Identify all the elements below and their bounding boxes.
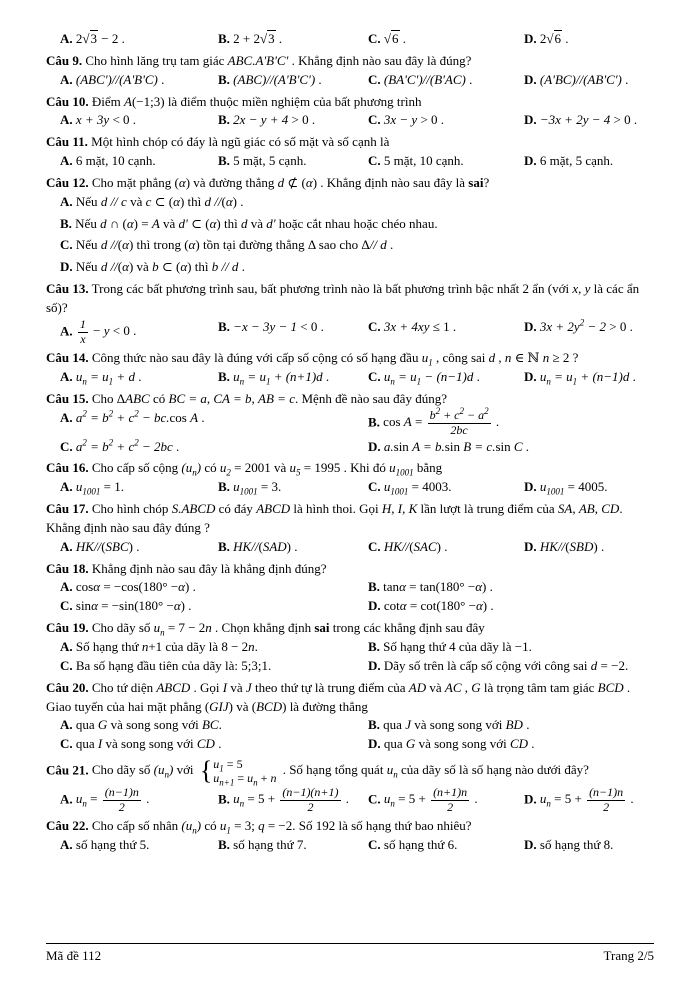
options bbox=[46, 193, 654, 277]
option-text: HK//(SAD) . bbox=[233, 538, 298, 554]
option-text: $u_n = 5$ + $\frac{(n+1)n}{2}$ . bbox=[383, 784, 478, 814]
option-text: Nếu d // c và c ⊂ (α) thì d //(α) . bbox=[75, 193, 244, 209]
option-C bbox=[60, 597, 368, 616]
options bbox=[46, 478, 654, 497]
option-A bbox=[60, 836, 218, 855]
question-14 bbox=[46, 349, 654, 387]
option-text: $u_{1001} = 1$. bbox=[75, 479, 124, 497]
question-text bbox=[46, 560, 654, 579]
question-body: Cho tứ diện ABCD . Gọi I và J theo thứ tự là trung điểm của AD và AC , G là trọng tâm tam giác BCD . Giao tuyến của hai mặt phẳng (GIJ) và (BCD) là đường thẳng bbox=[46, 679, 631, 714]
option-label: A. bbox=[60, 638, 73, 654]
option-A bbox=[60, 786, 218, 815]
option-D bbox=[524, 152, 654, 171]
question-text bbox=[46, 817, 654, 836]
option-text: (ABC)//(A'B'C') . bbox=[233, 71, 322, 87]
option-text: 2 + 2√3 . bbox=[233, 31, 283, 46]
option-label: D. bbox=[524, 369, 537, 385]
option-A bbox=[60, 318, 218, 347]
option-label: B. bbox=[368, 414, 380, 430]
option-text: sinα = −sin(180° −α) . bbox=[75, 598, 192, 614]
question-body: Cho cấp số nhân $(u_n)$ có $u_1 = 3$; q = −2. Số 192 là số hạng thứ bao nhiêu? bbox=[91, 818, 472, 836]
option-A bbox=[60, 152, 218, 171]
question-body: Cho cấp số cộng $(u_n)$ có $u_2 = 2001$ và $u_5 = 1995$ . Khi đó $u_{1001}$ bằng bbox=[91, 460, 443, 478]
question-number: Câu 18. bbox=[46, 560, 89, 576]
option-label: D. bbox=[524, 153, 537, 169]
option-C bbox=[60, 735, 368, 754]
option-text: $u_n = 5$ + $\frac{(n-1)(n+1)}{2}$ . bbox=[233, 784, 350, 814]
question-list bbox=[46, 30, 654, 855]
option-label: C. bbox=[368, 318, 381, 334]
option-label: B. bbox=[218, 791, 230, 807]
curly-brace: { bbox=[199, 756, 213, 786]
option-B bbox=[218, 478, 368, 497]
option-text: 2√3 − 2 . bbox=[75, 31, 125, 46]
options bbox=[46, 30, 654, 49]
option-B bbox=[218, 318, 368, 337]
option-D bbox=[368, 438, 654, 457]
question-text bbox=[46, 459, 654, 478]
option-text: số hạng thứ 7. bbox=[233, 837, 307, 853]
fraction: $\frac{(n-1)(n+1)}{2}$ bbox=[282, 784, 339, 814]
option-text: (BA'C')//(B'AC) . bbox=[383, 71, 473, 87]
option-label: B. bbox=[368, 717, 380, 733]
question-11 bbox=[46, 133, 654, 171]
option-label: B. bbox=[218, 71, 230, 87]
option-D bbox=[368, 657, 654, 676]
option-A bbox=[60, 578, 368, 597]
option-label: D. bbox=[524, 31, 537, 46]
option-A bbox=[60, 538, 218, 557]
option-B bbox=[218, 152, 368, 171]
options bbox=[46, 318, 654, 347]
option-label: A. bbox=[60, 369, 73, 385]
options bbox=[46, 786, 654, 815]
question-number: Câu 20. bbox=[46, 679, 89, 695]
option-text: số hạng thứ 5. bbox=[75, 837, 150, 853]
question-13 bbox=[46, 280, 654, 346]
option-label: B. bbox=[60, 215, 72, 231]
question-text bbox=[46, 500, 654, 538]
option-B bbox=[218, 368, 368, 387]
question-text bbox=[46, 757, 654, 786]
option-C bbox=[60, 236, 654, 255]
option-label: B. bbox=[218, 31, 230, 46]
fraction: $\frac{b^2 + c^2 - a^2}{2bc}$ bbox=[429, 405, 489, 437]
option-text: $u_n = u_1 - (n-1)d$ . bbox=[383, 369, 480, 387]
option-B bbox=[368, 405, 654, 438]
option-D bbox=[524, 478, 654, 497]
question-text bbox=[46, 390, 654, 409]
option-label: D. bbox=[368, 736, 381, 752]
question-text bbox=[46, 349, 654, 368]
option-A bbox=[60, 638, 368, 657]
question-number: Câu 11. bbox=[46, 134, 88, 150]
option-C bbox=[60, 438, 368, 457]
option-text: HK//(SBD) . bbox=[539, 538, 605, 554]
option-B bbox=[218, 30, 368, 49]
option-text: x + 3y < 0 . bbox=[75, 112, 137, 128]
option-label: A. bbox=[60, 112, 73, 128]
option-text: qua G và song song với CD . bbox=[383, 736, 535, 752]
question-10 bbox=[46, 93, 654, 131]
question-18 bbox=[46, 560, 654, 617]
option-C bbox=[368, 318, 524, 337]
question-number: Câu 17. bbox=[46, 501, 89, 517]
question-body: Khẳng định nào sau đây là khẳng định đúng? bbox=[91, 560, 327, 576]
option-text: a.sin A = b.sin B = c.sin C . bbox=[383, 438, 530, 454]
option-label: C. bbox=[60, 438, 73, 454]
option-label: D. bbox=[524, 71, 537, 87]
fraction: $\frac{(n-1)n}{2}$ bbox=[589, 784, 624, 814]
options bbox=[46, 638, 654, 676]
option-text: Nếu d //(α) và b ⊂ (α) thì b // d . bbox=[75, 259, 245, 275]
exam-code-label: Mã đề 112 bbox=[46, 948, 102, 964]
question-number: Câu 12. bbox=[46, 174, 89, 190]
options bbox=[46, 368, 654, 387]
option-label: A. bbox=[60, 153, 73, 169]
options bbox=[46, 836, 654, 855]
option-label: A. bbox=[60, 31, 73, 46]
option-label: B. bbox=[218, 112, 230, 128]
option-text: $u_n = 5$ + $\frac{(n-1)n}{2}$ . bbox=[539, 784, 634, 814]
question-15 bbox=[46, 390, 654, 456]
option-B bbox=[218, 71, 368, 90]
question-text bbox=[46, 280, 654, 318]
option-label: A. bbox=[60, 717, 73, 733]
question-body: Điểm A(−1;3) là điểm thuộc miền nghiệm của bất phương trình bbox=[91, 93, 422, 109]
option-label: D. bbox=[524, 479, 537, 495]
option-D bbox=[524, 538, 654, 557]
option-text: $u_{1001} = 4003$. bbox=[383, 479, 452, 497]
question-text bbox=[46, 133, 654, 152]
fraction: $\frac{(n-1)n}{2}$ bbox=[104, 784, 139, 814]
option-text: $u_n = u_1 + d$ . bbox=[75, 369, 142, 387]
option-label: B. bbox=[368, 638, 380, 654]
option-text: (ABC')//(A'B'C) . bbox=[75, 71, 165, 87]
option-text: 6 mặt, 5 cạnh. bbox=[539, 153, 614, 169]
option-label: C. bbox=[60, 598, 73, 614]
option-text: $u_n = u_1 + (n-1)d$ . bbox=[539, 369, 636, 387]
option-C bbox=[368, 786, 524, 815]
option-label: B. bbox=[218, 318, 230, 334]
option-text: HK//(SBC) . bbox=[75, 538, 140, 554]
option-label: D. bbox=[368, 438, 381, 454]
option-label: C. bbox=[368, 479, 381, 495]
option-label: A. bbox=[60, 479, 73, 495]
page-footer bbox=[46, 943, 654, 966]
option-label: A. bbox=[60, 791, 73, 807]
option-D bbox=[524, 30, 654, 49]
option-label: C. bbox=[368, 538, 381, 554]
question-text bbox=[46, 93, 654, 112]
option-C bbox=[60, 657, 368, 676]
option-label: C. bbox=[60, 657, 73, 673]
question-number: Câu 21. bbox=[46, 762, 89, 778]
question-body: Cho hình chóp S.ABCD có đáy ABCD là hình thoi. Gọi H, I, K lần lượt là trung điểm của SA, AB, CD. Khẳng định nào sau đây đúng ? bbox=[46, 501, 623, 535]
question-16 bbox=[46, 459, 654, 497]
question-body: Cho ΔABC có BC = a, CA = b, AB = c. Mệnh đề nào sau đây đúng? bbox=[91, 391, 447, 407]
options bbox=[46, 405, 654, 456]
question-body: Trong các bất phương trình sau, bất phương trình nào là bất phương trình bậc nhất 2 ẩn (với x, y là các ẩn số)? bbox=[46, 281, 640, 315]
question-number: Câu 19. bbox=[46, 620, 89, 636]
option-text: 2√6 . bbox=[539, 31, 569, 46]
question-19 bbox=[46, 619, 654, 676]
option-text: $u_n$ = $\frac{(n-1)n}{2}$ . bbox=[75, 784, 150, 814]
option-text: $u_n = u_1 + (n+1)d$ . bbox=[233, 369, 330, 387]
option-B bbox=[218, 111, 368, 130]
sqrt-radical: √6 bbox=[546, 31, 562, 46]
option-label: D. bbox=[368, 598, 381, 614]
question-body: Cho dãy số $u_n = 7 - 2n$ . Chọn khẳng định sai trong các khẳng định sau đây bbox=[91, 620, 485, 638]
option-text: $u_{1001} = 4005$. bbox=[539, 479, 608, 497]
question-number: Câu 22. bbox=[46, 818, 89, 834]
option-text: HK//(SAC) . bbox=[383, 538, 448, 554]
option-label: B. bbox=[218, 369, 230, 385]
option-A bbox=[60, 111, 218, 130]
option-text: $u_{1001} = 3$. bbox=[233, 479, 282, 497]
options bbox=[46, 152, 654, 171]
option-D bbox=[524, 786, 654, 815]
options bbox=[46, 111, 654, 130]
option-label: D. bbox=[524, 837, 537, 853]
option-B bbox=[218, 538, 368, 557]
question-21 bbox=[46, 757, 654, 814]
option-label: A. bbox=[60, 837, 73, 853]
option-text: $\frac{1}{x}$ − y < 0 . bbox=[79, 316, 137, 346]
question-text bbox=[46, 174, 654, 193]
option-C bbox=[368, 368, 524, 387]
option-text: (A'BC)//(AB'C') . bbox=[539, 71, 629, 87]
option-A bbox=[60, 71, 218, 90]
option-D bbox=[368, 735, 654, 754]
option-B bbox=[218, 786, 368, 815]
sqrt-radical: √6 bbox=[383, 31, 399, 46]
options bbox=[46, 578, 654, 616]
option-C bbox=[368, 538, 524, 557]
option-label: C. bbox=[368, 369, 381, 385]
question-body: Cho dãy số $(u_n)$ với { $u_1 = 5$ $u_{n+1} = u_n + n$ . Số hạng tổng quát $u_n$ của dãy số là số hạng nào dưới đây? bbox=[91, 756, 589, 788]
fraction: $\frac{1}{x}$ bbox=[79, 316, 86, 346]
option-D bbox=[524, 318, 654, 337]
option-text: Nếu d //(α) thì trong (α) tồn tại đường thẳng Δ sao cho Δ// d . bbox=[75, 237, 394, 253]
option-B bbox=[368, 578, 654, 597]
option-text: số hạng thứ 6. bbox=[383, 837, 458, 853]
option-text: Nếu d ∩ (α) = A và d' ⊂ (α) thì d và d' hoặc cắt nhau hoặc chéo nhau. bbox=[75, 215, 438, 231]
option-label: C. bbox=[368, 112, 381, 128]
option-label: B. bbox=[218, 837, 230, 853]
option-label: C. bbox=[60, 237, 73, 253]
question-number: Câu 13. bbox=[46, 281, 89, 297]
question-number: Câu 10. bbox=[46, 93, 89, 109]
option-label: D. bbox=[524, 112, 537, 128]
option-C bbox=[368, 30, 524, 49]
option-label: A. bbox=[60, 71, 73, 87]
options bbox=[46, 538, 654, 557]
option-D bbox=[60, 258, 654, 277]
option-text: 2x − y + 4 > 0 . bbox=[233, 112, 316, 128]
question-number: Câu 9. bbox=[46, 52, 83, 68]
option-A bbox=[60, 409, 368, 428]
option-text: $3x + 2y^2 - 2 > 0$ . bbox=[539, 317, 633, 334]
option-label: B. bbox=[368, 579, 380, 595]
option-text: 5 mặt, 5 cạnh. bbox=[233, 153, 307, 169]
options bbox=[46, 71, 654, 90]
question-body: Cho hình lăng trụ tam giác ABC.A'B'C' . Khẳng định nào sau đây là đúng? bbox=[85, 52, 472, 68]
option-D bbox=[368, 597, 654, 616]
question-9 bbox=[46, 52, 654, 90]
sqrt-radical: √3 bbox=[260, 31, 275, 46]
option-label: A. bbox=[60, 409, 73, 425]
question-continued-options bbox=[46, 30, 654, 49]
sqrt-radical: √3 bbox=[82, 31, 98, 46]
option-label: D. bbox=[524, 791, 537, 807]
option-D bbox=[524, 71, 654, 90]
question-number: Câu 16. bbox=[46, 460, 89, 476]
option-text: −x − 3y − 1 < 0 . bbox=[233, 318, 324, 334]
option-text: số hạng thứ 8. bbox=[539, 837, 614, 853]
option-C bbox=[368, 836, 524, 855]
option-B bbox=[60, 215, 654, 234]
option-text: $a^2 = b^2 + c^2 - 2bc$ . bbox=[75, 437, 180, 454]
option-text: qua I và song song với CD . bbox=[75, 736, 222, 752]
question-text bbox=[46, 679, 654, 717]
option-label: B. bbox=[218, 153, 230, 169]
page-number-label: Trang 2/5 bbox=[603, 948, 654, 964]
option-A bbox=[60, 716, 368, 735]
option-text: tanα = tan(180° −α) . bbox=[383, 579, 493, 595]
option-D bbox=[524, 111, 654, 130]
option-text: Số hạng thứ 4 của dãy là −1. bbox=[383, 638, 532, 654]
question-12 bbox=[46, 174, 654, 277]
option-B bbox=[368, 638, 654, 657]
option-text: Ba số hạng đầu tiên của dãy là: 5;3;1. bbox=[75, 657, 272, 673]
question-number: Câu 15. bbox=[46, 391, 89, 407]
option-text: $a^2 = b^2 + c^2 - bc.\cos$ A . bbox=[75, 408, 205, 425]
option-text: cosα = −cos(180° −α) . bbox=[75, 579, 196, 595]
question-body: Một hình chóp có đáy là ngũ giác có số mặt và số cạnh là bbox=[91, 134, 390, 150]
option-label: B. bbox=[218, 538, 230, 554]
option-C bbox=[368, 152, 524, 171]
option-label: C. bbox=[368, 837, 381, 853]
question-17 bbox=[46, 500, 654, 557]
option-text: cos A = $\frac{b^2 + c^2 - a^2}{2bc}$ . bbox=[383, 405, 500, 437]
option-C bbox=[368, 478, 524, 497]
question-text bbox=[46, 52, 654, 71]
option-text: qua J và song song với BD . bbox=[383, 717, 530, 733]
option-A bbox=[60, 193, 654, 212]
option-text: cotα = cot(180° −α) . bbox=[383, 598, 494, 614]
option-C bbox=[368, 111, 524, 130]
option-text: 3x − y > 0 . bbox=[383, 112, 445, 128]
option-label: D. bbox=[524, 318, 537, 334]
question-20 bbox=[46, 679, 654, 754]
option-label: A. bbox=[60, 193, 73, 209]
option-C bbox=[368, 71, 524, 90]
option-text: −3x + 2y − 4 > 0 . bbox=[539, 112, 638, 128]
option-label: A. bbox=[60, 538, 73, 554]
system-of-equations: { $u_1 = 5$ $u_{n+1} = u_n + n$ bbox=[199, 756, 277, 788]
option-A bbox=[60, 30, 218, 49]
option-label: C. bbox=[368, 71, 381, 87]
option-label: D. bbox=[524, 538, 537, 554]
options bbox=[46, 716, 654, 754]
option-label: C. bbox=[368, 153, 381, 169]
option-text: 5 mặt, 10 cạnh. bbox=[383, 153, 464, 169]
option-text: 3x + 4xy ≤ 1 . bbox=[383, 318, 457, 334]
question-number: Câu 14. bbox=[46, 350, 89, 366]
option-label: A. bbox=[60, 579, 73, 595]
option-A bbox=[60, 478, 218, 497]
option-text: qua G và song song với BC. bbox=[75, 717, 222, 733]
question-body: Cho mặt phẳng (α) và đường thẳng d ⊄ (α) . Khẳng định nào sau đây là sai? bbox=[91, 174, 490, 190]
fraction: $\frac{(n+1)n}{2}$ bbox=[433, 784, 468, 814]
option-label: C. bbox=[368, 791, 381, 807]
option-A bbox=[60, 368, 218, 387]
option-B bbox=[368, 716, 654, 735]
option-label: B. bbox=[218, 479, 230, 495]
option-label: D. bbox=[368, 657, 381, 673]
option-B bbox=[218, 836, 368, 855]
option-label: D. bbox=[60, 259, 73, 275]
question-body: Công thức nào sau đây là đúng với cấp số cộng có số hạng đầu $u_1$ , công sai d , n ∈ ℕ n ≥ 2 ? bbox=[91, 350, 579, 368]
option-text: Dãy số trên là cấp số cộng với công sai d = −2. bbox=[383, 657, 629, 673]
option-label: A. bbox=[60, 323, 73, 339]
option-D bbox=[524, 368, 654, 387]
option-text: Số hạng thứ n+1 của dãy là 8 − 2n. bbox=[75, 638, 258, 654]
question-text bbox=[46, 619, 654, 638]
option-label: C. bbox=[368, 31, 381, 46]
option-D bbox=[524, 836, 654, 855]
option-label: C. bbox=[60, 736, 73, 752]
option-text: √6 . bbox=[383, 31, 407, 46]
option-text: 6 mặt, 10 cạnh. bbox=[75, 153, 156, 169]
question-22 bbox=[46, 817, 654, 855]
